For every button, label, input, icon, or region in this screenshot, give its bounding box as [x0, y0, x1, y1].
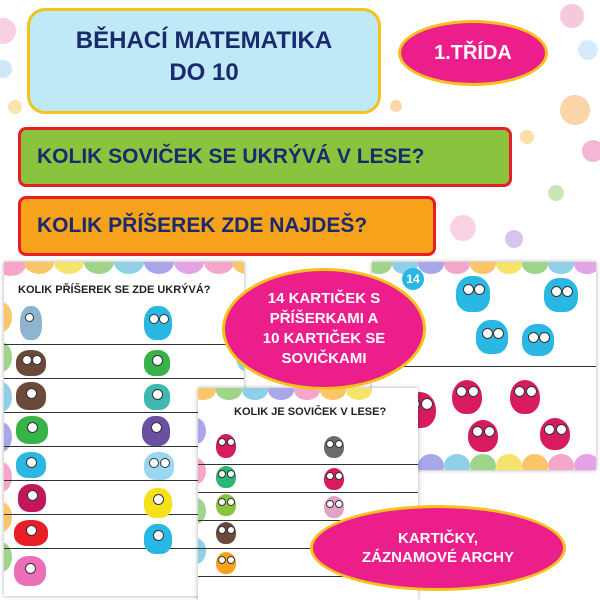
- owl-icon: [216, 466, 236, 488]
- title-line-2: DO 10: [169, 59, 239, 86]
- owl-icon: [324, 496, 344, 518]
- owl-icon: [468, 420, 498, 452]
- question-monsters-box: [18, 196, 436, 256]
- title-box: [27, 8, 381, 114]
- monster-icon: [18, 484, 46, 512]
- cards-ellipse: [310, 505, 566, 591]
- owl-icon: [216, 434, 236, 458]
- monster-icon: [142, 416, 170, 446]
- monster-icon: [14, 556, 46, 586]
- monster-icon: [544, 278, 578, 312]
- grade-badge: [398, 20, 548, 86]
- monster-icon: [144, 488, 172, 518]
- question-owls-box: [18, 127, 512, 187]
- owl-icon: [540, 418, 570, 450]
- monster-icon: [20, 306, 42, 340]
- info-line-3: 10 KARTIČEK SE: [262, 330, 386, 347]
- title-line-1: BĚHACÍ MATEMATIKA: [75, 27, 333, 54]
- info-line-4: SOVIČKAMI: [281, 350, 367, 367]
- monster-icon: [144, 306, 172, 340]
- monster-icon: [144, 384, 170, 410]
- monster-icon: [456, 276, 490, 312]
- question-monsters-text: KOLIK PŘÍŠEREK ZDE NAJDEŠ?: [37, 214, 368, 237]
- grade-label: 1.TŘÍDA: [434, 41, 512, 64]
- owl-worksheet-title: KOLIK JE SOVIČEK V LESE?: [234, 406, 387, 418]
- monster-worksheet-title: KOLIK PŘÍŠEREK SE ZDE UKRÝVÁ?: [18, 284, 211, 296]
- monster-icon: [16, 416, 48, 444]
- owl-icon: [324, 436, 344, 458]
- owl-icon: [216, 494, 236, 516]
- owl-icon: [324, 468, 344, 490]
- card-number-badge: [402, 268, 424, 290]
- monster-icon: [144, 350, 170, 376]
- monster-icon: [476, 320, 508, 354]
- owl-icon: [216, 522, 236, 544]
- cards-line-2: ZÁZNAMOVÉ ARCHY: [362, 549, 514, 566]
- info-ellipse: [222, 268, 426, 390]
- cards-line-1: KARTIČKY,: [397, 530, 478, 547]
- monster-icon: [144, 452, 174, 480]
- monster-icon: [522, 324, 554, 356]
- question-owls-text: KOLIK SOVIČEK SE UKRÝVÁ V LESE?: [37, 145, 425, 168]
- monster-icon: [16, 350, 46, 376]
- monster-icon: [144, 524, 172, 554]
- info-line-1: 14 KARTIČEK S: [267, 290, 381, 307]
- owl-icon: [216, 552, 236, 574]
- monster-icon: [16, 382, 46, 410]
- info-line-2: PŘÍŠERKAMI A: [269, 310, 379, 327]
- monster-icon: [16, 452, 46, 478]
- monster-icon: [14, 520, 48, 546]
- owl-icon: [452, 380, 482, 414]
- card-number: 14: [406, 272, 420, 286]
- owl-icon: [510, 380, 540, 414]
